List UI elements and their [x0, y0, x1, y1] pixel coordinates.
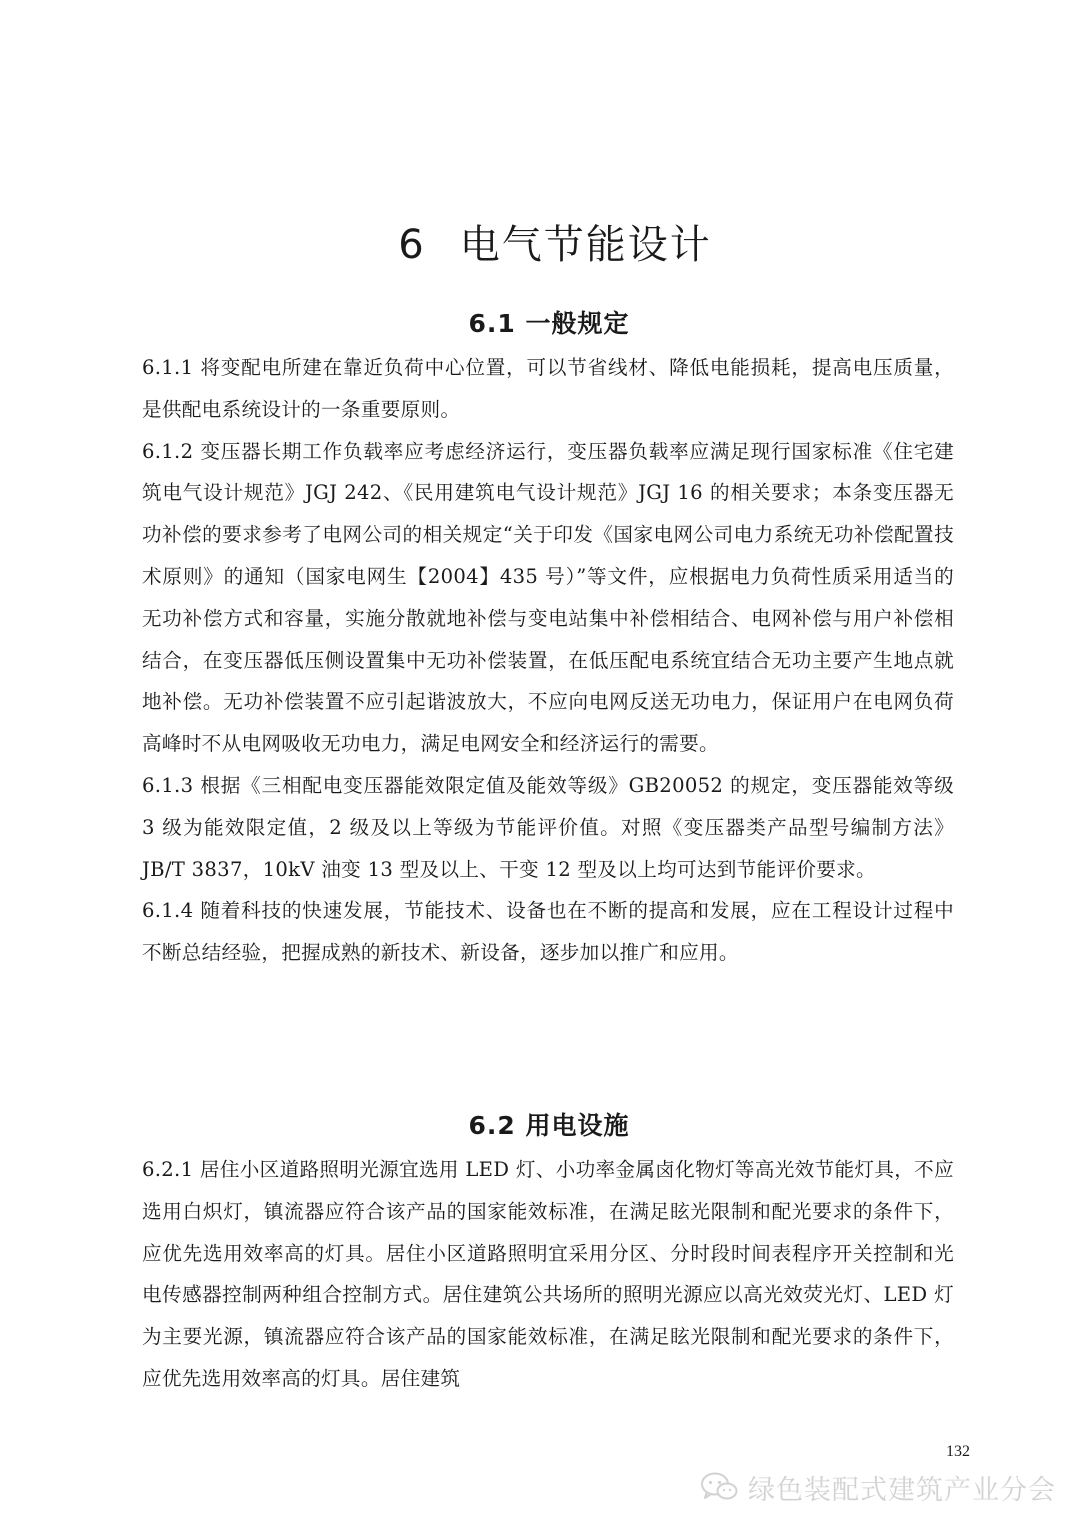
clause-6-1-1: 6.1.1 将变配电所建在靠近负荷中心位置，可以节省线材、降低电能损耗，提高电压质量，是供配电系统设计的一条重要原则。: [142, 356, 954, 421]
chapter-title: [0, 213, 1080, 270]
chapter-number: 6: [398, 221, 426, 268]
section-title-6-1: 6.1 一般规定: [468, 308, 630, 338]
clause-6-1-4: 6.1.4 随着科技的快速发展，节能技术、设备也在不断的提高和发展，应在工程设计过程中不断总结经验，把握成熟的新技术、新设备，逐步加以推广和应用。: [142, 899, 954, 965]
watermark-text: 绿色装配式建筑产业分会: [748, 1474, 1056, 1506]
watermark: [700, 1465, 1056, 1509]
clause-6-1-3: 6.1.3 根据《三相配电变压器能效限定值及能效等级》GB20052 的规定，变压器能效等级 3 级为能效限定值，2 级及以上等级为节能评价值。对照《变压器类产品型号编制方法》JB/T 3837，10kV 油变 13 型及以上、干变 12 型及以上均可达到节能评价要求。: [142, 773, 954, 881]
section-6-2-body: [142, 1149, 954, 1400]
wechat-icon: [700, 1471, 738, 1503]
section-6-1-body: [142, 347, 954, 974]
page-number: 132: [946, 1443, 970, 1460]
chapter-title-text: 电气节能设计: [459, 221, 712, 268]
section-title-6-2: 6.2 用电设施: [468, 1110, 630, 1140]
clause-6-1-2: 6.1.2 变压器长期工作负载率应考虑经济运行，变压器负载率应满足现行国家标准《住宅建筑电气设计规范》JGJ 242、《民用建筑电气设计规范》JGJ 16 的相关要求；本条变压器无功补偿的要求参考了电网公司的相关规定“关于印发《国家电网公司电力系统无功补偿配置技术原则》的通知（国家电网生【2004】435 号）”等文件，应根据电力负荷性质采用适当的无功补偿方式和容量，实施分散就地补偿与变电站集中补偿相结合、电网补偿与用户补偿相结合，在变压器低压侧设置集中无功补偿装置，在低压配电系统宜结合无功主要产生地点就地补偿。无功补偿装置不应引起谐波放大，不应向电网反送无功电力，保证用户在电网负荷高峰时不从电网吸收无功电力，满足电网安全和经济运行的需要。: [142, 439, 954, 756]
clause-6-2-1: 6.2.1 居住小区道路照明光源宜选用 LED 灯、小功率金属卤化物灯等高光效节能灯具，不应选用白炽灯，镇流器应符合该产品的国家能效标准，在满足眩光限制和配光要求的条件下，应优先选用效率高的灯具。居住小区道路照明宜采用分区、分时段时间表程序开关控制和光电传感器控制两种组合控制方式。居住建筑公共场所的照明光源应以高光效荧光灯、LED 灯为主要光源，镇流器应符合该产品的国家能效标准，在满足眩光限制和配光要求的条件下，应优先选用效率高的灯具。居住建筑: [142, 1158, 954, 1390]
